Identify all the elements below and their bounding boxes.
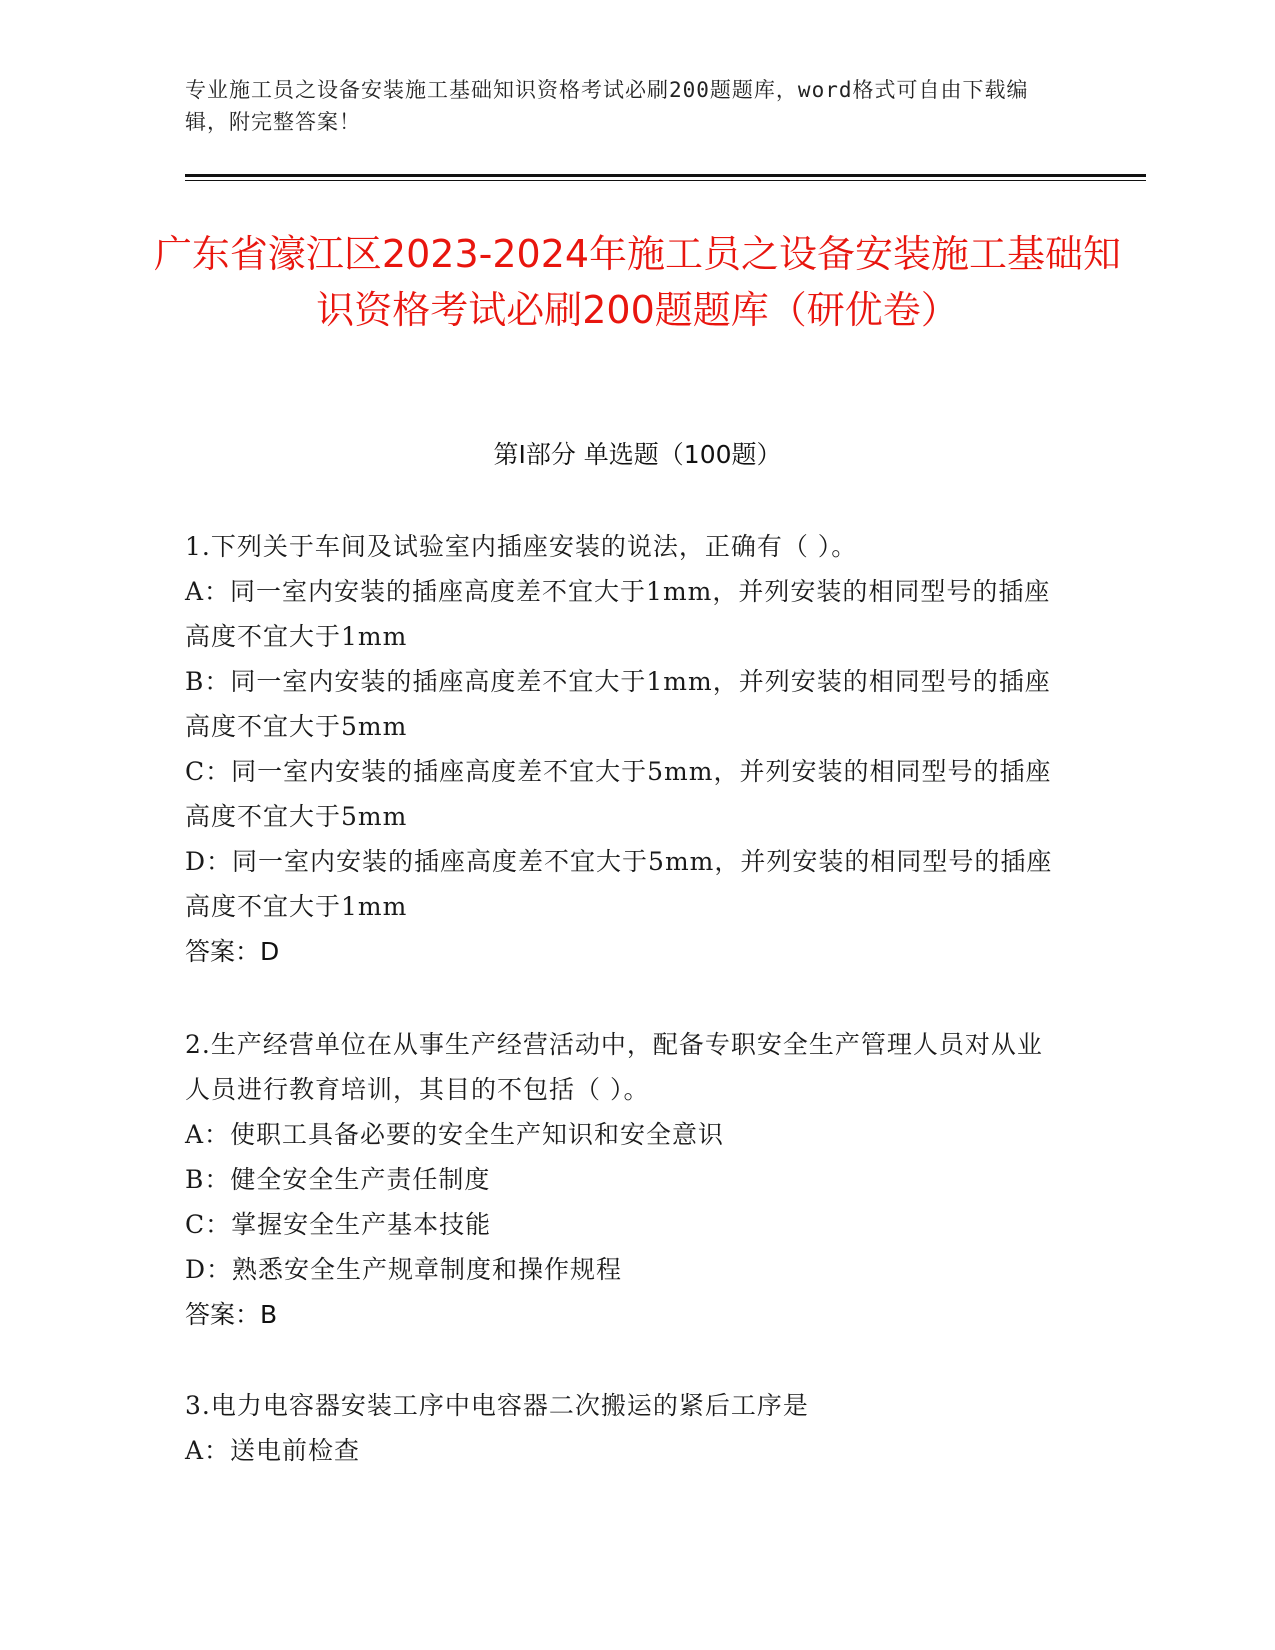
question-stem: 2.生产经营单位在从事生产经营活动中，配备专职安全生产管理人员对从业人员进行教育培训，其目的不包括（ ）。 [185, 1030, 1043, 1104]
option-c: C：掌握安全生产基本技能 [185, 1210, 492, 1239]
section-heading: 第Ⅰ部分 单选题（100题） [493, 440, 782, 469]
option-c: C：同一室内安装的插座高度差不宜大于5mm，并列安装的相同型号的插座高度不宜大于5mm [185, 757, 1052, 831]
option-b: B：同一室内安装的插座高度差不宜大于1mm，并列安装的相同型号的插座高度不宜大于5mm [185, 667, 1051, 741]
option-d: D：熟悉安全生产规章制度和操作规程 [185, 1255, 623, 1284]
header-divider-thick [185, 174, 1146, 177]
question-2 [185, 1022, 1065, 1337]
answer-line: 答案：B [185, 1300, 278, 1329]
question-stem: 3.电力电容器安装工序中电容器二次搬运的紧后工序是 [185, 1391, 809, 1420]
question-3 [185, 1383, 1065, 1473]
document-title: 广东省濠江区2023-2024年施工员之设备安装施工基础知识资格考试必刷200题题库（研优卷） [153, 232, 1122, 332]
answer-line: 答案：D [185, 937, 280, 966]
option-a: A：送电前检查 [185, 1436, 361, 1465]
option-a: A：使职工具备必要的安全生产知识和安全意识 [185, 1120, 725, 1149]
question-1 [185, 524, 1065, 974]
header-note: 专业施工员之设备安装施工基础知识资格考试必刷200题题库，word格式可自由下载编辑，附完整答案！ [185, 78, 1029, 134]
option-d: D：同一室内安装的插座高度差不宜大于5mm，并列安装的相同型号的插座高度不宜大于1mm [185, 847, 1053, 921]
question-stem: 1.下列关于车间及试验室内插座安装的说法，正确有（ ）。 [185, 532, 858, 561]
header-divider-thin [185, 180, 1146, 181]
option-b: B：健全安全生产责任制度 [185, 1165, 491, 1194]
option-a: A：同一室内安装的插座高度差不宜大于1mm，并列安装的相同型号的插座高度不宜大于1mm [185, 577, 1051, 651]
